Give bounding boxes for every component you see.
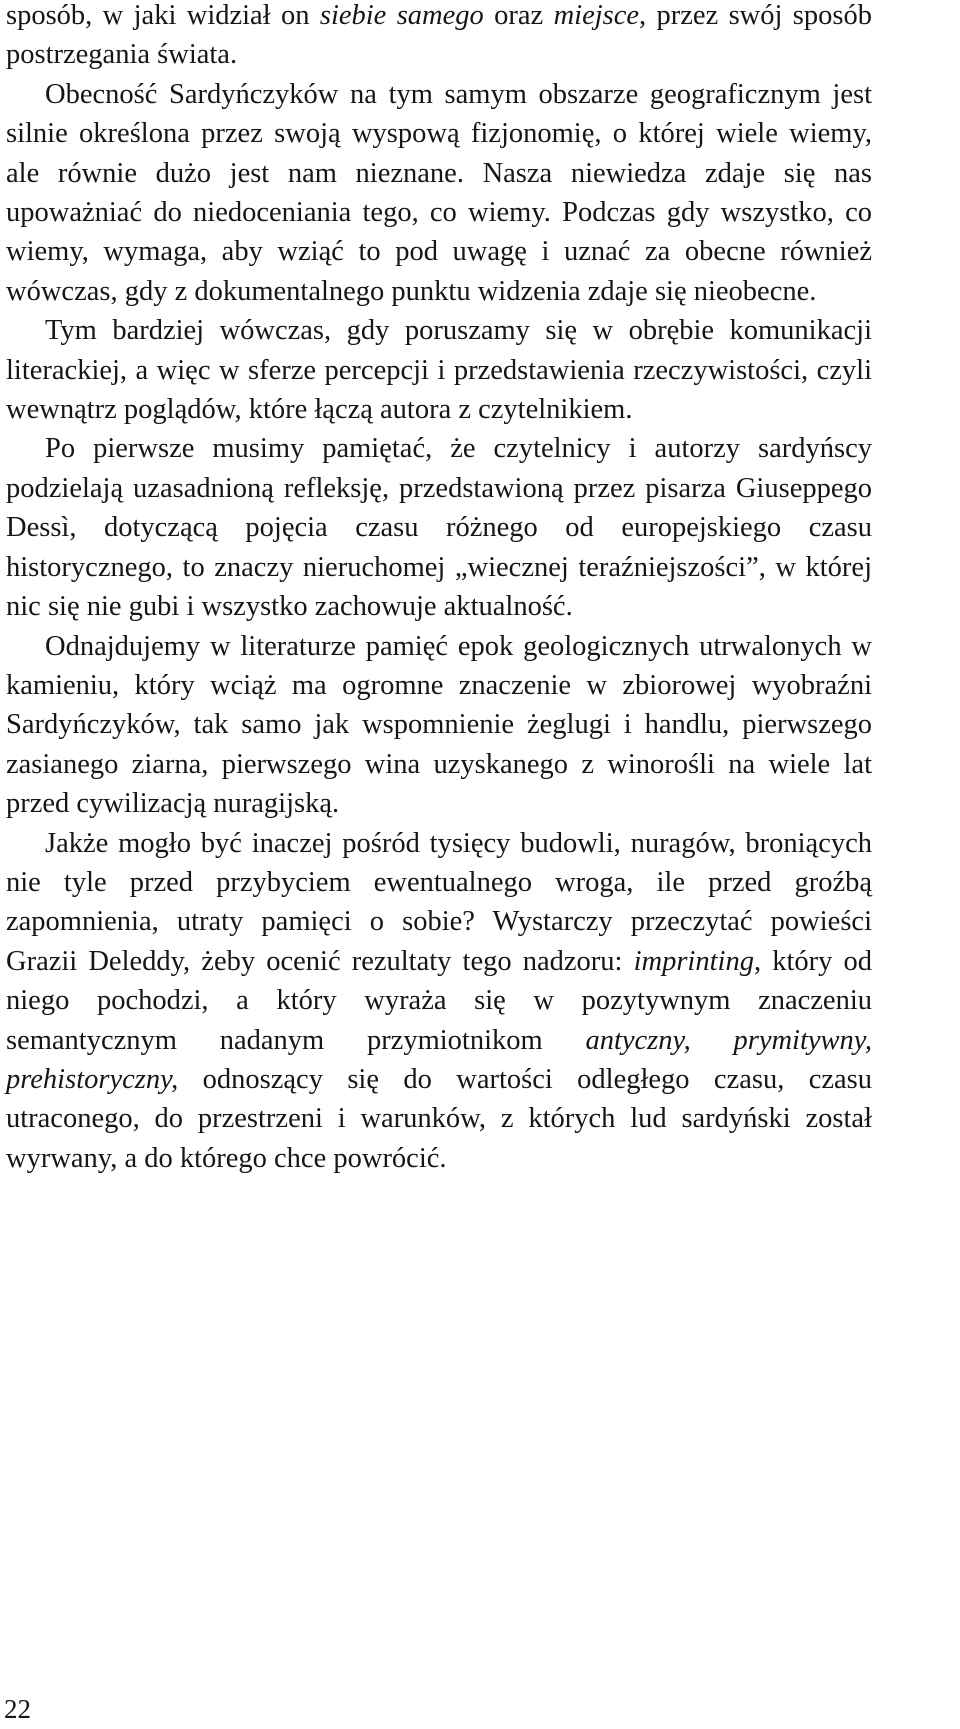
text-segment: , przez swój sposób postrzegania świata. [6,0,872,71]
paragraph-1 [6,0,872,75]
text-segment: sposób, w jaki widział on [6,0,320,31]
paragraph-5 [6,627,872,824]
paragraph-2 [6,75,872,311]
text-segment: odnoszący się do wartości odległego czasu, czasu utraconego, do przestrzeni i warunków, z których lud sardyński został wyrwany, a do którego chce powrócić. [6,1063,872,1174]
paragraph-3 [6,311,872,429]
italic-segment: miejsce [553,0,640,31]
text-segment: Po pierwsze musimy pamiętać, że czytelnicy i autorzy sardyńscy podzielają uzasadnioną refleksję, przedstawioną przez pisarza Giuseppego Dessì, dotyczącą pojęcia czasu różnego od europejskiego czasu historycznego, to znaczy nieruchomej „wiecznej teraźniejszości”, w której nic się nie gubi i wszystko zachowuje aktualność. [6,433,872,623]
text-segment: Jakże mogło być inaczej pośród tysięcy budowli, nuragów, broniących nie tyle przed przybyciem ewentualnego wroga, ile przed groźbą zapomnienia, utraty pamięci o sobie? Wystarczy przeczytać powieści Grazii Deleddy, żeby ocenić rezultaty tego nadzoru: [6,827,872,977]
text-segment: oraz [483,0,554,31]
italic-segment: siebie samego [319,0,484,31]
text-segment: Tym bardziej wówczas, gdy poruszamy się w obrębie komunikacji literackiej, a więc w sferze percepcji i przedstawienia rzeczywistości, czyli wewnątrz poglądów, które łączą autora z czytelnikiem. [6,315,872,426]
text-segment: , który od niego pochodzi, a który wyraża się w pozytywnym znaczeniu semantycznym nadanym przymiotnikom [6,945,872,1056]
paragraph-6 [6,824,872,1179]
paragraph-4 [6,429,872,626]
page-number: 22 [4,1694,31,1724]
text-segment: Odnajdujemy w literaturze pamięć epok geologicznych utrwalonych w kamieniu, który wciąż ma ogromne znaczenie w zbiorowej wyobraźni Sardyńczyków, tak samo jak wspomnienie żeglugi i handlu, pierwszego zasianego ziarna, pierwszego wina uzyskanego z winorośli na wiele lat przed cywilizacją nuragijską. [6,630,872,820]
italic-segment: antyczny, prymitywny, prehistoryczny, [6,1024,872,1095]
document-page [6,0,872,1178]
italic-segment: imprinting [633,945,754,977]
text-segment: Obecność Sardyńczyków na tym samym obszarze geograficznym jest silnie określona przez swoją wyspową fizjonomię, o której wiele wiemy, ale równie dużo jest nam nieznane. Nasza niewiedza zdaje się nas upoważniać do niedoceniania tego, co wiemy. Podczas gdy wszystko, co wiemy, wymaga, aby wziąć to pod uwagę i uznać za obecne również wówczas, gdy z dokumentalnego punktu widzenia zdaje się nieobecne. [6,78,872,307]
